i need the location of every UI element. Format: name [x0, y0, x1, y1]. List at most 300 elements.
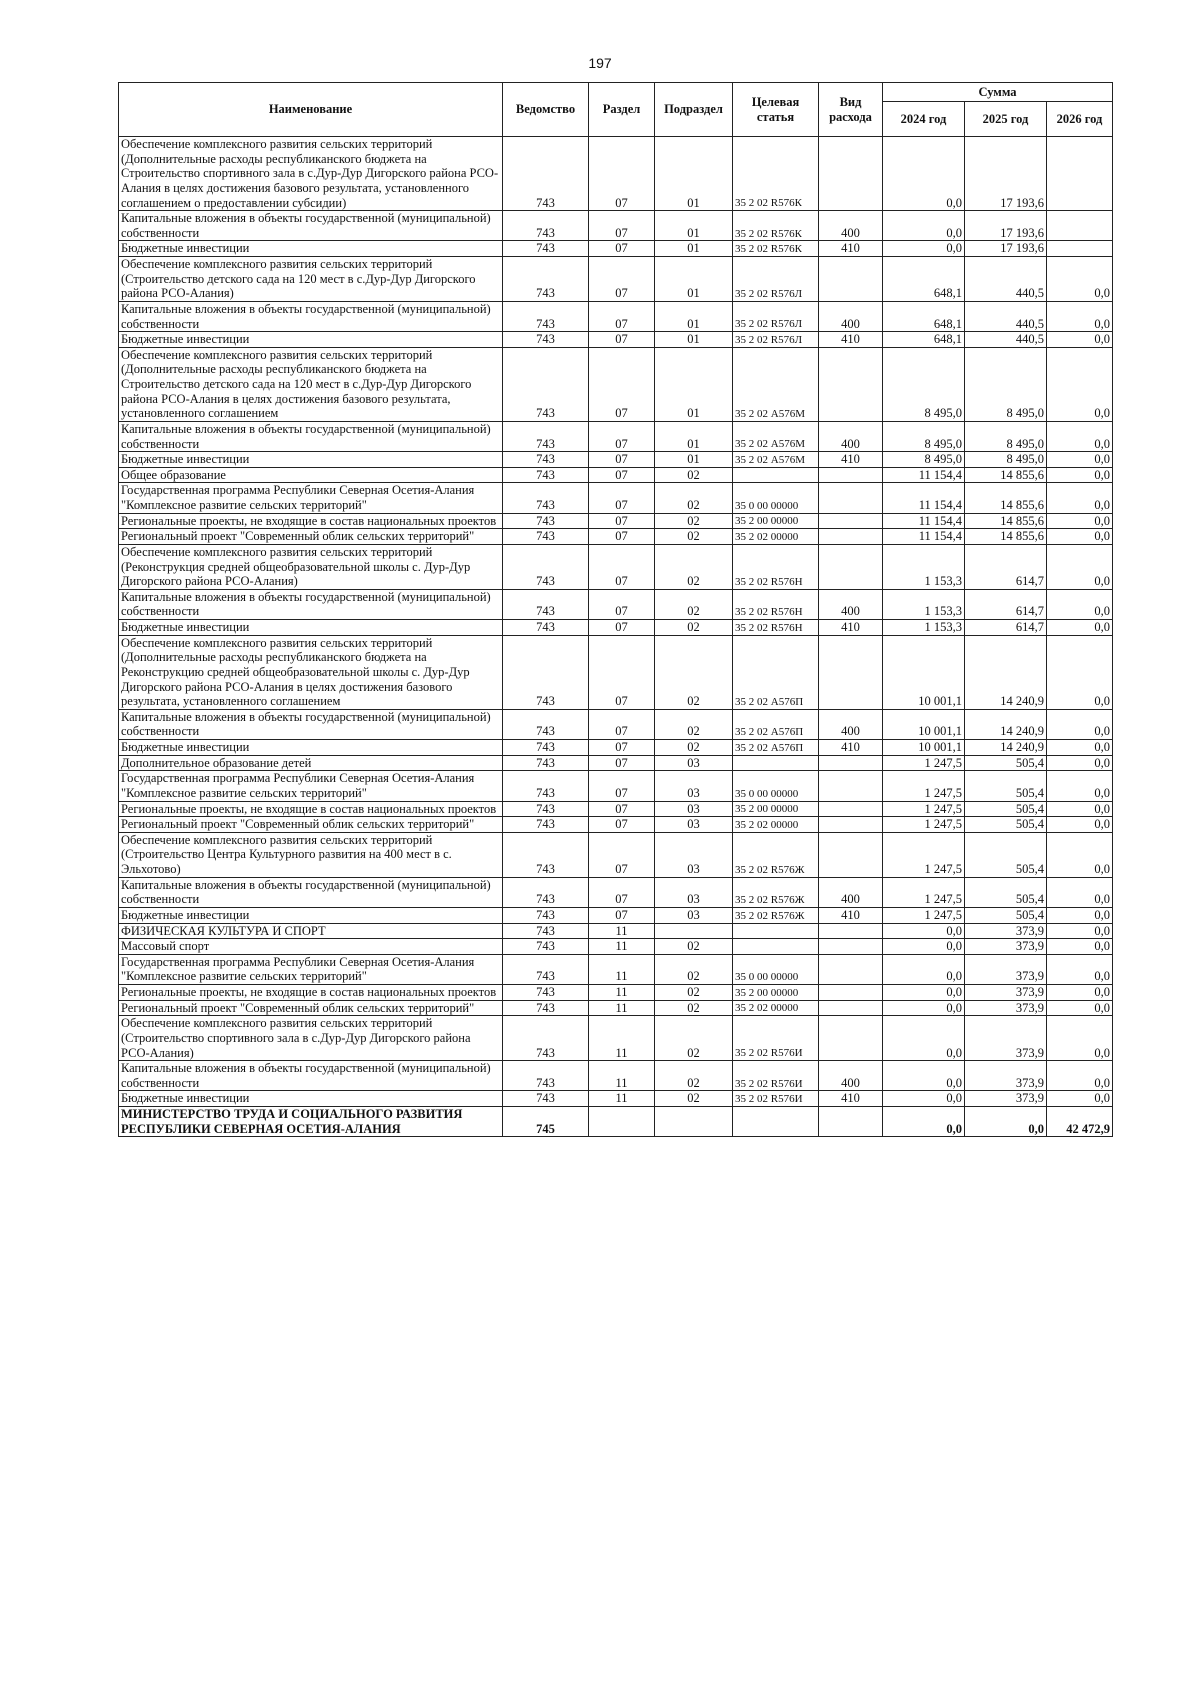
cell-podrazdel: 02 [655, 1091, 733, 1107]
cell-2026: 0,0 [1047, 709, 1113, 739]
table-row [119, 544, 1113, 589]
cell-2025: 440,5 [965, 301, 1047, 331]
budget-table [118, 82, 1113, 1137]
cell-2026: 0,0 [1047, 452, 1113, 468]
cell-vr [819, 483, 883, 513]
cell-2026 [1047, 137, 1113, 211]
cell-2025: 14 240,9 [965, 635, 1047, 709]
cell-vr [819, 467, 883, 483]
cell-csr: 35 2 02 R576Н [733, 620, 819, 636]
table-row [119, 1000, 1113, 1016]
cell-podrazdel: 02 [655, 467, 733, 483]
cell-2025: 8 495,0 [965, 452, 1047, 468]
cell-podrazdel: 02 [655, 1000, 733, 1016]
cell-name: Региональный проект "Современный облик сельских территорий" [119, 1000, 503, 1016]
cell-ved: 743 [503, 709, 589, 739]
cell-2024: 1 247,5 [883, 877, 965, 907]
cell-name: Капитальные вложения в объекты государственной (муниципальной) собственности [119, 589, 503, 619]
cell-razdel: 07 [589, 483, 655, 513]
cell-csr: 35 2 02 А576М [733, 347, 819, 421]
cell-vr: 410 [819, 241, 883, 257]
cell-ved: 743 [503, 1061, 589, 1091]
cell-name: Бюджетные инвестиции [119, 241, 503, 257]
cell-podrazdel: 03 [655, 832, 733, 877]
table-row [119, 1107, 1113, 1137]
cell-podrazdel: 02 [655, 483, 733, 513]
cell-podrazdel: 01 [655, 137, 733, 211]
cell-name: Общее образование [119, 467, 503, 483]
cell-ved: 743 [503, 529, 589, 545]
cell-2026: 0,0 [1047, 954, 1113, 984]
cell-name: Региональный проект "Современный облик сельских территорий" [119, 817, 503, 833]
cell-csr: 35 2 02 А576П [733, 709, 819, 739]
table-row [119, 1091, 1113, 1107]
cell-2026: 0,0 [1047, 755, 1113, 771]
cell-podrazdel: 01 [655, 301, 733, 331]
cell-name: Бюджетные инвестиции [119, 332, 503, 348]
cell-vr [819, 529, 883, 545]
cell-razdel: 11 [589, 1016, 655, 1061]
cell-razdel: 07 [589, 137, 655, 211]
page-number: 197 [588, 55, 612, 71]
cell-2025: 505,4 [965, 801, 1047, 817]
cell-ved: 743 [503, 1091, 589, 1107]
cell-vr [819, 801, 883, 817]
cell-razdel: 11 [589, 985, 655, 1001]
table-row [119, 635, 1113, 709]
cell-podrazdel: 02 [655, 954, 733, 984]
cell-csr: 35 2 02 А576П [733, 635, 819, 709]
cell-vr: 410 [819, 740, 883, 756]
cell-razdel [589, 1107, 655, 1137]
cell-2024: 0,0 [883, 939, 965, 955]
cell-podrazdel: 03 [655, 877, 733, 907]
cell-2026: 0,0 [1047, 347, 1113, 421]
table-row [119, 939, 1113, 955]
header-sum: Сумма [883, 83, 1113, 102]
cell-csr: 35 0 00 00000 [733, 771, 819, 801]
cell-razdel: 07 [589, 589, 655, 619]
cell-2024: 1 247,5 [883, 801, 965, 817]
cell-name: Обеспечение комплексного развития сельских территорий (Дополнительные расходы республиканского бюджета на Строительство детского сада на 120 мест в с.Дур-Дур Дигорского района РСО-Алания в целях достижения базового результата, установленного соглашением [119, 347, 503, 421]
cell-csr: 35 2 02 А576М [733, 421, 819, 451]
cell-ved: 743 [503, 877, 589, 907]
cell-razdel: 07 [589, 241, 655, 257]
table-row [119, 421, 1113, 451]
table-row [119, 923, 1113, 939]
cell-podrazdel: 02 [655, 620, 733, 636]
cell-vr [819, 832, 883, 877]
cell-csr: 35 2 02 R576Л [733, 257, 819, 302]
cell-csr: 35 2 02 R576Л [733, 301, 819, 331]
cell-2026: 0,0 [1047, 467, 1113, 483]
cell-2024: 10 001,1 [883, 635, 965, 709]
table-row [119, 257, 1113, 302]
cell-2024: 10 001,1 [883, 709, 965, 739]
table-row [119, 801, 1113, 817]
cell-2024: 11 154,4 [883, 513, 965, 529]
cell-name: Региональные проекты, не входящие в состав национальных проектов [119, 801, 503, 817]
cell-2026: 0,0 [1047, 1016, 1113, 1061]
cell-vr: 410 [819, 620, 883, 636]
cell-2026: 0,0 [1047, 1061, 1113, 1091]
cell-2024: 8 495,0 [883, 347, 965, 421]
cell-vr [819, 923, 883, 939]
cell-ved: 743 [503, 954, 589, 984]
cell-podrazdel: 02 [655, 740, 733, 756]
cell-ved: 743 [503, 985, 589, 1001]
cell-razdel: 07 [589, 211, 655, 241]
cell-2026: 0,0 [1047, 877, 1113, 907]
cell-ved: 743 [503, 740, 589, 756]
cell-vr [819, 985, 883, 1001]
cell-name: Государственная программа Республики Северная Осетия-Алания "Комплексное развитие сельских территорий" [119, 954, 503, 984]
cell-2024: 1 247,5 [883, 907, 965, 923]
cell-ved: 743 [503, 923, 589, 939]
cell-csr: 35 2 02 R576И [733, 1016, 819, 1061]
cell-2025: 14 855,6 [965, 529, 1047, 545]
cell-podrazdel: 03 [655, 801, 733, 817]
cell-ved: 743 [503, 771, 589, 801]
cell-name: Капитальные вложения в объекты государственной (муниципальной) собственности [119, 877, 503, 907]
cell-2024: 0,0 [883, 1107, 965, 1137]
cell-podrazdel: 01 [655, 257, 733, 302]
table-body [119, 137, 1113, 1137]
cell-2025: 373,9 [965, 985, 1047, 1001]
cell-ved: 743 [503, 832, 589, 877]
table-row [119, 620, 1113, 636]
table-row [119, 1061, 1113, 1091]
header-ved: Ведомство [503, 83, 589, 137]
cell-csr: 35 2 02 R576Н [733, 544, 819, 589]
cell-csr [733, 923, 819, 939]
cell-2026: 42 472,9 [1047, 1107, 1113, 1137]
cell-ved: 743 [503, 421, 589, 451]
header-2024: 2024 год [883, 102, 965, 137]
cell-name: Бюджетные инвестиции [119, 907, 503, 923]
cell-2024: 0,0 [883, 1091, 965, 1107]
cell-2025: 17 193,6 [965, 211, 1047, 241]
cell-podrazdel: 02 [655, 529, 733, 545]
cell-podrazdel: 02 [655, 635, 733, 709]
cell-podrazdel: 02 [655, 939, 733, 955]
cell-2024: 11 154,4 [883, 529, 965, 545]
cell-csr: 35 2 02 00000 [733, 529, 819, 545]
cell-2026: 0,0 [1047, 1091, 1113, 1107]
cell-2025: 373,9 [965, 923, 1047, 939]
cell-vr: 410 [819, 452, 883, 468]
cell-razdel: 07 [589, 877, 655, 907]
cell-2024: 0,0 [883, 954, 965, 984]
header-csr: Целевая статья [733, 83, 819, 137]
cell-podrazdel: 03 [655, 817, 733, 833]
cell-ved: 743 [503, 620, 589, 636]
header-name: Наименование [119, 83, 503, 137]
cell-ved: 743 [503, 939, 589, 955]
cell-csr: 35 2 00 00000 [733, 513, 819, 529]
cell-2025: 8 495,0 [965, 347, 1047, 421]
cell-name: Государственная программа Республики Северная Осетия-Алания "Комплексное развитие сельских территорий" [119, 771, 503, 801]
cell-name: Региональный проект "Современный облик сельских территорий" [119, 529, 503, 545]
table-row [119, 771, 1113, 801]
cell-2025: 17 193,6 [965, 241, 1047, 257]
cell-razdel: 07 [589, 817, 655, 833]
cell-name: Обеспечение комплексного развития сельских территорий (Строительство детского сада на 120 мест в с.Дур-Дур Дигорского района РСО-Алания) [119, 257, 503, 302]
cell-2024: 0,0 [883, 211, 965, 241]
cell-2026: 0,0 [1047, 483, 1113, 513]
cell-razdel: 11 [589, 1061, 655, 1091]
cell-2024: 648,1 [883, 332, 965, 348]
cell-podrazdel: 02 [655, 589, 733, 619]
header-podrazdel: Подраздел [655, 83, 733, 137]
cell-2024: 0,0 [883, 241, 965, 257]
cell-vr [819, 954, 883, 984]
cell-2025: 0,0 [965, 1107, 1047, 1137]
cell-2024: 1 247,5 [883, 771, 965, 801]
cell-vr [819, 513, 883, 529]
cell-2025: 614,7 [965, 589, 1047, 619]
cell-2024: 8 495,0 [883, 452, 965, 468]
cell-2025: 505,4 [965, 877, 1047, 907]
cell-vr [819, 544, 883, 589]
cell-2025: 614,7 [965, 544, 1047, 589]
cell-name: Бюджетные инвестиции [119, 1091, 503, 1107]
cell-razdel: 11 [589, 923, 655, 939]
cell-podrazdel: 02 [655, 985, 733, 1001]
table-row [119, 467, 1113, 483]
cell-2024: 0,0 [883, 1000, 965, 1016]
cell-2025: 373,9 [965, 1061, 1047, 1091]
cell-vr [819, 939, 883, 955]
cell-2025: 14 855,6 [965, 467, 1047, 483]
cell-csr [733, 467, 819, 483]
cell-name: Капитальные вложения в объекты государственной (муниципальной) собственности [119, 211, 503, 241]
cell-razdel: 07 [589, 347, 655, 421]
cell-2024: 648,1 [883, 257, 965, 302]
cell-razdel: 11 [589, 939, 655, 955]
table-row [119, 452, 1113, 468]
cell-2026: 0,0 [1047, 513, 1113, 529]
cell-razdel: 07 [589, 620, 655, 636]
cell-2025: 440,5 [965, 257, 1047, 302]
cell-ved: 743 [503, 301, 589, 331]
cell-vr [819, 257, 883, 302]
cell-podrazdel: 03 [655, 755, 733, 771]
cell-2025: 8 495,0 [965, 421, 1047, 451]
cell-vr [819, 817, 883, 833]
cell-2025: 14 240,9 [965, 709, 1047, 739]
cell-2025: 373,9 [965, 1091, 1047, 1107]
cell-2025: 17 193,6 [965, 137, 1047, 211]
cell-csr: 35 2 02 R576К [733, 211, 819, 241]
cell-ved: 743 [503, 211, 589, 241]
cell-2025: 505,4 [965, 907, 1047, 923]
cell-name: Обеспечение комплексного развития сельских территорий (Строительство Центра Культурного развития на 400 мест в с. Эльхотово) [119, 832, 503, 877]
cell-2026: 0,0 [1047, 985, 1113, 1001]
table-row [119, 347, 1113, 421]
cell-2026: 0,0 [1047, 740, 1113, 756]
cell-2024: 1 153,3 [883, 589, 965, 619]
header-vr: Вид расхода [819, 83, 883, 137]
header-2026: 2026 год [1047, 102, 1113, 137]
cell-2026: 0,0 [1047, 301, 1113, 331]
table-row [119, 589, 1113, 619]
table-row [119, 755, 1113, 771]
cell-2025: 373,9 [965, 1000, 1047, 1016]
cell-csr: 35 2 02 R576Ж [733, 877, 819, 907]
cell-2025: 440,5 [965, 332, 1047, 348]
cell-2026: 0,0 [1047, 529, 1113, 545]
cell-vr [819, 1000, 883, 1016]
table-row [119, 137, 1113, 211]
cell-csr: 35 2 02 00000 [733, 817, 819, 833]
cell-ved: 745 [503, 1107, 589, 1137]
table-row [119, 241, 1113, 257]
cell-2026: 0,0 [1047, 939, 1113, 955]
cell-name: Обеспечение комплексного развития сельских территорий (Реконструкция средней общеобразовательной школы с. Дур-Дур Дигорского района РСО-Алания) [119, 544, 503, 589]
cell-2026: 0,0 [1047, 771, 1113, 801]
header-razdel: Раздел [589, 83, 655, 137]
cell-csr [733, 1107, 819, 1137]
table-row [119, 513, 1113, 529]
header-2025: 2025 год [965, 102, 1047, 137]
cell-razdel: 11 [589, 1000, 655, 1016]
cell-csr [733, 939, 819, 955]
cell-vr: 410 [819, 1091, 883, 1107]
cell-2024: 11 154,4 [883, 467, 965, 483]
cell-podrazdel: 01 [655, 452, 733, 468]
cell-csr: 35 2 02 00000 [733, 1000, 819, 1016]
cell-2026: 0,0 [1047, 923, 1113, 939]
cell-ved: 743 [503, 467, 589, 483]
cell-vr: 400 [819, 877, 883, 907]
table-row [119, 483, 1113, 513]
table-row [119, 832, 1113, 877]
cell-2025: 373,9 [965, 954, 1047, 984]
cell-2024: 648,1 [883, 301, 965, 331]
cell-2024: 1 247,5 [883, 755, 965, 771]
cell-name: Капитальные вложения в объекты государственной (муниципальной) собственности [119, 1061, 503, 1091]
cell-csr: 35 2 02 R576Л [733, 332, 819, 348]
cell-2025: 505,4 [965, 755, 1047, 771]
cell-ved: 743 [503, 817, 589, 833]
cell-ved: 743 [503, 635, 589, 709]
cell-vr [819, 1016, 883, 1061]
cell-2025: 373,9 [965, 939, 1047, 955]
cell-2026: 0,0 [1047, 801, 1113, 817]
cell-name: Бюджетные инвестиции [119, 740, 503, 756]
cell-razdel: 07 [589, 332, 655, 348]
cell-2026: 0,0 [1047, 635, 1113, 709]
cell-vr: 400 [819, 709, 883, 739]
cell-name: Капитальные вложения в объекты государственной (муниципальной) собственности [119, 301, 503, 331]
cell-razdel: 07 [589, 467, 655, 483]
cell-2025: 505,4 [965, 771, 1047, 801]
table-row [119, 907, 1113, 923]
cell-razdel: 07 [589, 907, 655, 923]
cell-csr: 35 0 00 00000 [733, 954, 819, 984]
cell-vr [819, 1107, 883, 1137]
cell-podrazdel: 01 [655, 332, 733, 348]
cell-ved: 743 [503, 347, 589, 421]
cell-razdel: 07 [589, 301, 655, 331]
cell-2025: 505,4 [965, 817, 1047, 833]
table-row [119, 211, 1113, 241]
cell-2026: 0,0 [1047, 620, 1113, 636]
cell-razdel: 07 [589, 801, 655, 817]
cell-csr: 35 2 02 R576И [733, 1061, 819, 1091]
cell-ved: 743 [503, 332, 589, 348]
cell-podrazdel [655, 923, 733, 939]
cell-ved: 743 [503, 801, 589, 817]
table-row [119, 954, 1113, 984]
cell-vr: 410 [819, 332, 883, 348]
cell-name: Региональные проекты, не входящие в состав национальных проектов [119, 985, 503, 1001]
cell-2024: 0,0 [883, 985, 965, 1001]
cell-ved: 743 [503, 544, 589, 589]
cell-name: Дополнительное образование детей [119, 755, 503, 771]
cell-razdel: 07 [589, 635, 655, 709]
cell-2024: 1 247,5 [883, 817, 965, 833]
cell-ved: 743 [503, 589, 589, 619]
cell-ved: 743 [503, 1000, 589, 1016]
cell-vr [819, 137, 883, 211]
cell-2026: 0,0 [1047, 421, 1113, 451]
cell-vr: 410 [819, 907, 883, 923]
cell-razdel: 07 [589, 513, 655, 529]
cell-ved: 743 [503, 241, 589, 257]
table-row [119, 740, 1113, 756]
cell-2026: 0,0 [1047, 1000, 1113, 1016]
cell-2025: 373,9 [965, 1016, 1047, 1061]
cell-2024: 0,0 [883, 923, 965, 939]
cell-podrazdel: 02 [655, 1061, 733, 1091]
cell-2024: 0,0 [883, 1016, 965, 1061]
cell-vr: 400 [819, 1061, 883, 1091]
cell-razdel: 07 [589, 771, 655, 801]
cell-csr: 35 2 02 R576К [733, 137, 819, 211]
cell-2024: 1 247,5 [883, 832, 965, 877]
cell-podrazdel: 02 [655, 709, 733, 739]
cell-2025: 505,4 [965, 832, 1047, 877]
cell-name: Капитальные вложения в объекты государственной (муниципальной) собственности [119, 709, 503, 739]
cell-name: Бюджетные инвестиции [119, 620, 503, 636]
cell-2026: 0,0 [1047, 907, 1113, 923]
cell-ved: 743 [503, 257, 589, 302]
cell-csr [733, 755, 819, 771]
cell-2026 [1047, 211, 1113, 241]
cell-2024: 0,0 [883, 137, 965, 211]
cell-csr: 35 2 00 00000 [733, 801, 819, 817]
cell-csr: 35 2 02 R576И [733, 1091, 819, 1107]
table-row [119, 332, 1113, 348]
cell-2026: 0,0 [1047, 589, 1113, 619]
table-row [119, 301, 1113, 331]
cell-2024: 0,0 [883, 1061, 965, 1091]
cell-name: Обеспечение комплексного развития сельских территорий (Дополнительные расходы республиканского бюджета на Реконструкцию средней общеобразовательной школы с. Дур-Дур Дигорского района РСО-Алания в целях достижения базового результата, установленного соглашением [119, 635, 503, 709]
cell-name: Обеспечение комплексного развития сельских территорий (Строительство спортивного зала в с.Дур-Дур Дигорского района РСО-Алания) [119, 1016, 503, 1061]
cell-csr: 35 2 02 А576М [733, 452, 819, 468]
table-row [119, 709, 1113, 739]
cell-razdel: 07 [589, 740, 655, 756]
cell-csr: 35 2 00 00000 [733, 985, 819, 1001]
cell-csr: 35 2 02 R576К [733, 241, 819, 257]
cell-razdel: 07 [589, 832, 655, 877]
cell-vr [819, 771, 883, 801]
cell-name: Бюджетные инвестиции [119, 452, 503, 468]
cell-razdel: 07 [589, 544, 655, 589]
cell-name: ФИЗИЧЕСКАЯ КУЛЬТУРА И СПОРТ [119, 923, 503, 939]
